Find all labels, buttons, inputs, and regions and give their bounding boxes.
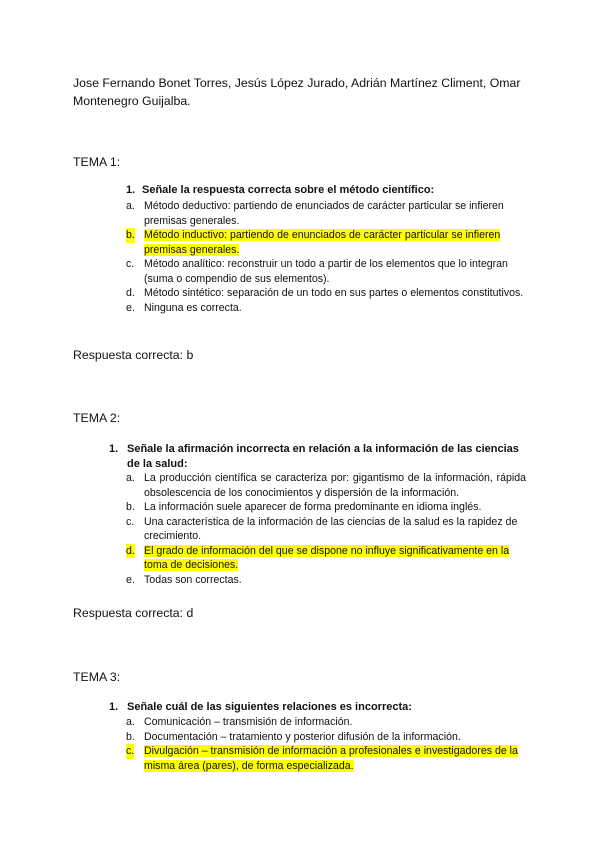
option-d-highlighted bbox=[126, 544, 526, 573]
option-text: Ninguna es correcta. bbox=[144, 301, 242, 314]
option-letter: d. bbox=[126, 544, 135, 557]
option-c-highlighted bbox=[126, 744, 526, 773]
option-letter: c. bbox=[126, 745, 135, 757]
option-text: Divulgación – transmisión de información a profesionales e investigadores de la misma área (pares), de forma especializada. bbox=[144, 745, 518, 772]
option-letter: a. bbox=[126, 200, 135, 212]
tema-1-options bbox=[126, 199, 526, 315]
option-letter: b. bbox=[126, 229, 135, 241]
option-a bbox=[126, 199, 526, 228]
question-number: 1. bbox=[126, 184, 136, 196]
tema-2-title: TEMA 2: bbox=[73, 411, 121, 425]
option-text: Documentación – tratamiento y posterior difusión de la información. bbox=[144, 730, 461, 743]
tema-2-answer: Respuesta correcta: d bbox=[73, 606, 194, 620]
tema-2-options bbox=[126, 471, 526, 587]
question-number: 1. bbox=[109, 701, 119, 713]
option-text: Método deductivo: partiendo de enunciados de carácter particular se infieren premisas generales. bbox=[144, 200, 504, 227]
option-b-highlighted bbox=[126, 228, 526, 257]
option-letter: d. bbox=[126, 287, 135, 299]
option-text: Una característica de la información de las ciencias de la salud es la rapidez de crecimiento. bbox=[144, 515, 518, 542]
option-b bbox=[126, 730, 526, 745]
option-text: Todas son correctas. bbox=[144, 573, 242, 586]
tema-3-title: TEMA 3: bbox=[73, 670, 121, 684]
option-text: Método inductivo: partiendo de enunciados de carácter particular se infieren premisas generales. bbox=[144, 229, 501, 256]
tema-3-options bbox=[126, 715, 526, 773]
question-text: Señale la respuesta correcta sobre el método científico: bbox=[142, 184, 435, 196]
option-e bbox=[126, 573, 526, 588]
option-text: La producción científica se caracteriza por: gigantismo de la información, rápida obsolescencia de los conocimientos y dispersión de la información. bbox=[144, 472, 526, 499]
option-e bbox=[126, 301, 526, 316]
option-letter: c. bbox=[126, 258, 135, 270]
authors: Jose Fernando Bonet Torres, Jesús López Jurado, Adrián Martínez Climent, Omar Montenegro Guijalba. bbox=[73, 76, 521, 108]
tema-3-question bbox=[109, 700, 529, 715]
option-c bbox=[126, 515, 526, 544]
tema-1-title: TEMA 1: bbox=[73, 155, 121, 169]
option-letter: b. bbox=[126, 730, 135, 743]
tema-1-question bbox=[126, 183, 526, 198]
option-letter: a. bbox=[126, 472, 135, 484]
option-text: La información suele aparecer de forma predominante en idioma inglés. bbox=[144, 501, 482, 513]
option-letter: c. bbox=[126, 515, 135, 528]
option-c bbox=[126, 257, 526, 286]
option-text: El grado de información del que se dispone no influye significativamente en la toma de decisiones. bbox=[144, 544, 510, 571]
option-b bbox=[126, 500, 526, 515]
tema-2-question bbox=[109, 442, 529, 471]
question-text: Señale cuál de las siguientes relaciones es incorrecta: bbox=[127, 701, 412, 713]
option-letter: e. bbox=[126, 301, 135, 314]
option-a bbox=[126, 715, 526, 730]
option-letter: b. bbox=[126, 501, 135, 513]
option-text: Método analítico: reconstruir un todo a partir de los elementos que lo integran (suma o compendio de sus elementos). bbox=[144, 258, 508, 285]
tema-1-answer: Respuesta correcta: b bbox=[73, 348, 194, 362]
option-text: Comunicación – transmisión de información. bbox=[144, 716, 353, 728]
option-letter: a. bbox=[126, 716, 135, 728]
option-a bbox=[126, 471, 526, 500]
question-number: 1. bbox=[109, 443, 119, 455]
option-letter: e. bbox=[126, 573, 135, 586]
option-d bbox=[126, 286, 526, 301]
option-text: Método sintético: separación de un todo en sus partes o elementos constitutivos. bbox=[144, 287, 524, 299]
question-text: Señale la afirmación incorrecta en relación a la información de las ciencias de la salud: bbox=[127, 443, 519, 470]
